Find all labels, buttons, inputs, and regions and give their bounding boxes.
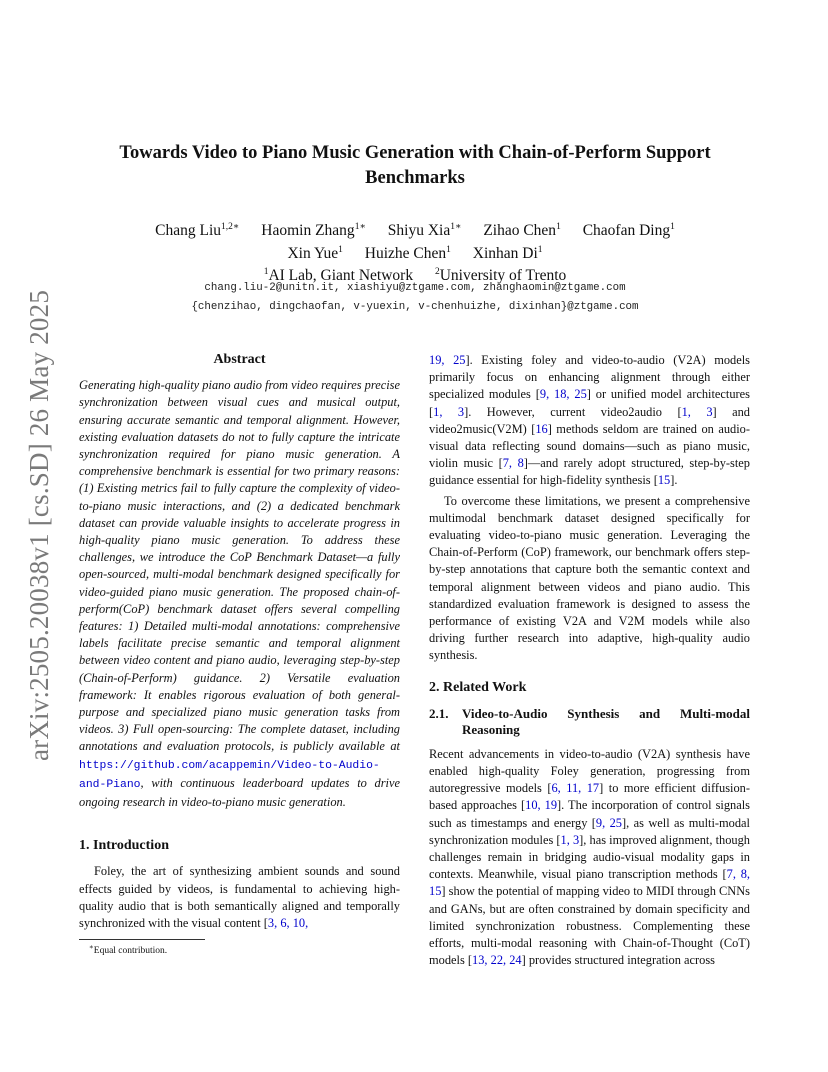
email-block — [90, 279, 740, 317]
intro-paragraph: Foley, the art of synthesizing ambient sounds and sound effects guided by videos, is fundamental to achieving high-quality audio that is both semantically aligned and temporally synchronized with the visual content [3, 6, 10, — [79, 864, 400, 931]
paper-title: Towards Video to Piano Music Generation with Chain-of-Perform Support Benchmarks — [119, 143, 711, 188]
author-name: Chang Liu$^{1,2∗}$ — [155, 222, 240, 240]
author-name: Huizhe Chen$^1$ — [364, 244, 451, 262]
paragraph: Recent advancements in video-to-audio (V2A) synthesis have enabled high-quality Foley generation, progressing from autoregressive models [6, 11, 17] to more efficient diffusion-based approaches [10, 19]. The incorporation of control signals such as timestamps and energy [9, 25], as well as multi-modal synchronization modules [1, 3], has improved alignment, though challenges remain in bridging audio-visual modality gaps in contexts. Meanwhile, visual piano transcription methods [7, 8, 15] show the potential of mapping video to MIDI through CNNs and GANs, but are often constrained by domain specificity and limited synchronization robustness. Complementing these efforts, multi-modal reasoning with Chain-of-Thought (CoT) models [13, 22, 24] provides structured integration across — [429, 746, 751, 968]
section-heading-introduction: 1. Introduction — [79, 838, 169, 854]
citation-link[interactable]: 7, 8 — [502, 456, 524, 471]
citation-link[interactable]: 13, 22, 24 — [472, 953, 522, 968]
author-row-1 — [90, 218, 740, 241]
author-block — [90, 218, 740, 286]
citation-link[interactable]: 1, 3 — [560, 832, 580, 847]
paragraph: To overcome these limitations, we present a comprehensive multimodal benchmark dataset designed specifically for evaluating video-to-piano music generation. Leveraging the Chain-of-Perform (CoP) framework, our benchmark offers step-by-step annotations that capture both the semantic context and temporal alignment between videos and piano audio. This standardized evaluation framework is designed to assess the performance of existing V2A and V2M models while also driving further research into adaptive, high-quality audio synthesis. — [429, 493, 750, 663]
abstract-text: Generating high-quality piano audio from video requires precise synchronization between visual cues and musical output, ensuring accurate semantic and temporal alignment. However, existing evaluation datasets do not to fully capture the intricate synchronization required for piano music generation. A comprehensive benchmark is essential for two primary reasons: (1) Existing metrics fail to fully capture the complexity of video-to-piano music interactions, and (2) a dedicated benchmark dataset can provide valuable insights to accelerate progress in high-quality piano music generation. To address these challenges, we introduce the CoP Benchmark Dataset—a fully open-sourced, multi-modal benchmark designed specifically for video-guided piano music generation. The proposed chain-of-perform(CoP) benchmark dataset offers several compelling features: 1) Detailed multi-modal annotations: comprehensive labels facilitate precise semantic and temporal alignment between video content and piano audio, leveraging step-by-step (Chain-of-Perform) guidance. 2) Versatile evaluation framework: It enables rigorous evaluation of both general-purpose and specialized piano music generation tasks from videos. 3) Full open-sourcing: The complete dataset, including annotations and evaluation protocols, is publicly available at https://github.com/acappemin/Video-to-Audio-and-Piano, with continuous leaderboard updates to drive ongoing research in video-to-piano music generation. — [79, 378, 400, 810]
left-column — [79, 348, 400, 958]
email-line: chang.liu-2@unitn.it, xiashiyu@ztgame.com, zhanghaomin@ztgame.com — [204, 282, 626, 294]
author-name: Chaofan Ding$^1$ — [582, 222, 675, 240]
citation-link[interactable]: 16 — [535, 421, 548, 436]
right-column — [429, 352, 750, 970]
footnote: ∗Equal contribution. — [89, 943, 168, 957]
email-line: {chenzihao, dingchaofan, v-yuexin, v-chenhuizhe, dixinhan}@ztgame.com — [191, 301, 639, 313]
arxiv-identifier — [22, 290, 58, 760]
citation-link[interactable]: 3, 6, 10, — [267, 916, 309, 931]
author-name: Zihao Chen$^1$ — [483, 222, 561, 240]
citation-link[interactable]: 6, 11, 17 — [551, 781, 600, 796]
citation-link[interactable]: 1, 3 — [433, 404, 465, 419]
section-heading-related-work: 2. Related Work — [429, 679, 527, 695]
github-link[interactable]: https://github.com/acappemin/Video-to-Audio-and-Piano — [79, 759, 380, 791]
citation-link[interactable]: 15 — [657, 473, 671, 488]
subsection-heading: 2.1. Video-to-Audio Synthesis and Multi-modal Reasoning — [429, 705, 750, 737]
author-name: Haomin Zhang$^{1∗}$ — [261, 222, 366, 240]
abstract-heading: Abstract — [213, 352, 266, 367]
citation-link[interactable]: 19, 25 — [429, 353, 466, 367]
arxiv-identifier-text: arXiv:2505.20038v1 [cs.SD] 26 May 2025 — [24, 289, 55, 761]
author-name: Xinhan Di$^1$ — [472, 244, 543, 262]
citation-link[interactable]: 7, 8, 15 — [429, 867, 751, 899]
affiliation: $^1$AI Lab, Giant Network — [263, 267, 414, 285]
citation-link[interactable]: 10, 19 — [525, 798, 558, 813]
author-row-2 — [90, 241, 740, 264]
citation-link[interactable]: 9, 18, 25 — [539, 387, 587, 402]
author-name: Xin Yue$^1$ — [287, 244, 343, 262]
citation-link[interactable]: 1, 3 — [681, 404, 713, 419]
author-name: Shiyu Xia$^{1∗}$ — [387, 222, 462, 240]
affiliation: $^2$University of Trento — [434, 267, 567, 285]
citation-link[interactable]: 9, 25 — [595, 815, 622, 830]
paragraph: 19, 25]. Existing foley and video-to-audio (V2A) models primarily focus on enhancing alignment through either specialized modules [9, 18, 25] or unified model architectures [1, 3]. However, current video2audio [1, 3] and video2music(V2M) [16] methods seldom are trained on audio-visual data reflecting sound domains—such as piano music, violin music [7, 8]—and rarely adopt structured, step-by-step guidance essential for high-fidelity synthesis [15]. — [429, 353, 751, 488]
